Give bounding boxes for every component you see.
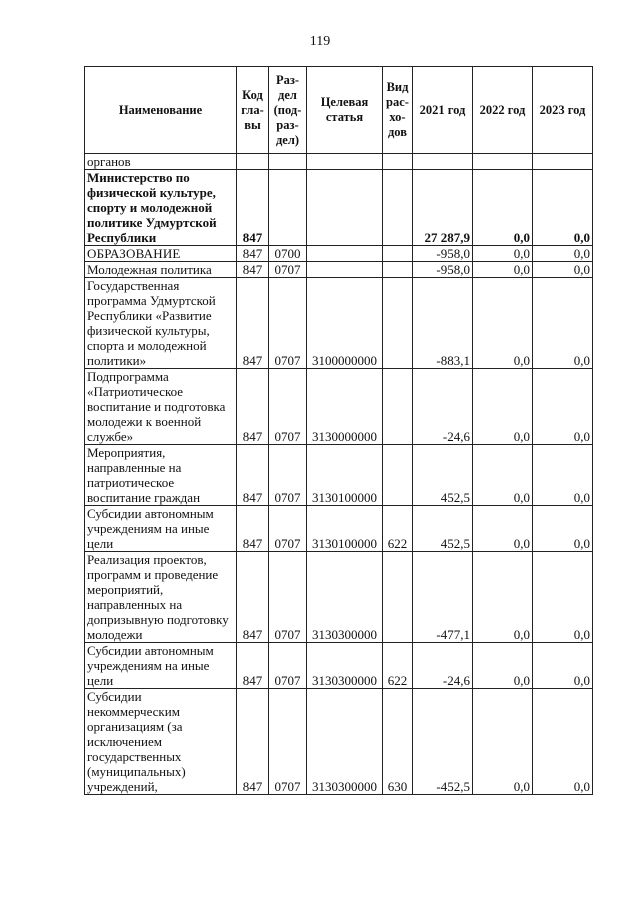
- row-chapter-code: 847: [237, 689, 269, 795]
- row-target-article: [307, 170, 383, 246]
- row-expense-type: 630: [383, 689, 413, 795]
- row-value-2021: -477,1: [413, 552, 473, 643]
- table-row: [85, 506, 593, 552]
- row-value-2021: 452,5: [413, 506, 473, 552]
- row-value-2023: 0,0: [533, 552, 593, 643]
- row-chapter-code: 847: [237, 262, 269, 278]
- row-expense-type: [383, 170, 413, 246]
- table-row: [85, 643, 593, 689]
- row-name: ОБРАЗОВАНИЕ: [85, 246, 237, 262]
- header-2022: 2022 год: [473, 67, 533, 154]
- row-value-2021: -452,5: [413, 689, 473, 795]
- header-2021: 2021 год: [413, 67, 473, 154]
- row-chapter-code: [237, 154, 269, 170]
- table-row: [85, 369, 593, 445]
- row-section-code: 0707: [269, 689, 307, 795]
- row-name: Государственная программа Удмуртской Республики «Развитие физической культуры, спорта и молодежной политики»: [85, 278, 237, 369]
- table-row: [85, 278, 593, 369]
- row-section-code: 0707: [269, 643, 307, 689]
- row-target-article: [307, 246, 383, 262]
- row-value-2023: 0,0: [533, 643, 593, 689]
- row-name: Реализация проектов, программ и проведение мероприятий, направленных на допризывную подготовку молодежи: [85, 552, 237, 643]
- row-value-2022: 0,0: [473, 689, 533, 795]
- header-chapter-code: Код гла- вы: [237, 67, 269, 154]
- header-2023: 2023 год: [533, 67, 593, 154]
- row-target-article: 3100000000: [307, 278, 383, 369]
- row-expense-type: [383, 278, 413, 369]
- row-value-2023: 0,0: [533, 689, 593, 795]
- row-value-2021: -883,1: [413, 278, 473, 369]
- row-section-code: 0700: [269, 246, 307, 262]
- row-expense-type: [383, 369, 413, 445]
- row-value-2022: 0,0: [473, 552, 533, 643]
- row-name: Молодежная политика: [85, 262, 237, 278]
- header-section: Раз- дел (под- раз- дел): [269, 67, 307, 154]
- row-target-article: 3130300000: [307, 643, 383, 689]
- row-expense-type: 622: [383, 506, 413, 552]
- row-value-2022: 0,0: [473, 170, 533, 246]
- row-expense-type: [383, 262, 413, 278]
- row-section-code: 0707: [269, 369, 307, 445]
- row-value-2023: 0,0: [533, 170, 593, 246]
- row-section-code: [269, 170, 307, 246]
- row-expense-type: [383, 552, 413, 643]
- row-name: Министерство по физической культуре, спорту и молодежной политике Удмуртской Республики: [85, 170, 237, 246]
- table-row: [85, 262, 593, 278]
- row-name: Субсидии некоммерческим организациям (за исключением государственных (муниципальных) учреждений,: [85, 689, 237, 795]
- header-row: [85, 67, 593, 154]
- table-row: [85, 154, 593, 170]
- row-target-article: 3130300000: [307, 552, 383, 643]
- row-expense-type: [383, 246, 413, 262]
- row-chapter-code: 847: [237, 552, 269, 643]
- row-value-2023: 0,0: [533, 246, 593, 262]
- row-chapter-code: 847: [237, 506, 269, 552]
- row-expense-type: [383, 154, 413, 170]
- row-value-2022: 0,0: [473, 278, 533, 369]
- row-name: Мероприятия, направленные на патриотическое воспитание граждан: [85, 445, 237, 506]
- row-value-2021: -958,0: [413, 246, 473, 262]
- row-target-article: 3130300000: [307, 689, 383, 795]
- row-value-2023: [533, 154, 593, 170]
- row-value-2022: 0,0: [473, 246, 533, 262]
- row-value-2021: -24,6: [413, 369, 473, 445]
- row-name: Субсидии автономным учреждениям на иные цели: [85, 506, 237, 552]
- page-number: 119: [309, 34, 331, 49]
- table-row: [85, 445, 593, 506]
- row-section-code: [269, 154, 307, 170]
- row-name: Подпрограмма «Патриотическое воспитание и подготовка молодежи к военной службе»: [85, 369, 237, 445]
- row-chapter-code: 847: [237, 445, 269, 506]
- row-chapter-code: 847: [237, 369, 269, 445]
- row-target-article: [307, 262, 383, 278]
- row-value-2021: [413, 154, 473, 170]
- table-row: [85, 689, 593, 795]
- row-target-article: 3130000000: [307, 369, 383, 445]
- row-value-2022: [473, 154, 533, 170]
- row-expense-type: 622: [383, 643, 413, 689]
- row-section-code: 0707: [269, 506, 307, 552]
- table-row: [85, 246, 593, 262]
- row-chapter-code: 847: [237, 278, 269, 369]
- row-value-2022: 0,0: [473, 643, 533, 689]
- header-name: Наименование: [85, 67, 237, 154]
- row-chapter-code: 847: [237, 246, 269, 262]
- row-value-2023: 0,0: [533, 506, 593, 552]
- row-section-code: 0707: [269, 262, 307, 278]
- budget-table: [84, 66, 593, 795]
- row-target-article: [307, 154, 383, 170]
- row-value-2023: 0,0: [533, 445, 593, 506]
- row-value-2023: 0,0: [533, 278, 593, 369]
- table-row: [85, 170, 593, 246]
- row-value-2021: 27 287,9: [413, 170, 473, 246]
- row-section-code: 0707: [269, 552, 307, 643]
- row-section-code: 0707: [269, 278, 307, 369]
- row-value-2022: 0,0: [473, 369, 533, 445]
- row-chapter-code: 847: [237, 170, 269, 246]
- row-name: органов: [85, 154, 237, 170]
- row-value-2021: 452,5: [413, 445, 473, 506]
- row-value-2022: 0,0: [473, 506, 533, 552]
- row-value-2022: 0,0: [473, 262, 533, 278]
- row-value-2021: -24,6: [413, 643, 473, 689]
- row-name: Субсидии автономным учреждениям на иные цели: [85, 643, 237, 689]
- table-row: [85, 552, 593, 643]
- row-section-code: 0707: [269, 445, 307, 506]
- row-expense-type: [383, 445, 413, 506]
- header-expense-type: Вид рас- хо- дов: [383, 67, 413, 154]
- row-chapter-code: 847: [237, 643, 269, 689]
- row-value-2021: -958,0: [413, 262, 473, 278]
- header-target-article: Целевая статья: [307, 67, 383, 154]
- row-value-2023: 0,0: [533, 262, 593, 278]
- row-value-2023: 0,0: [533, 369, 593, 445]
- row-target-article: 3130100000: [307, 445, 383, 506]
- row-target-article: 3130100000: [307, 506, 383, 552]
- row-value-2022: 0,0: [473, 445, 533, 506]
